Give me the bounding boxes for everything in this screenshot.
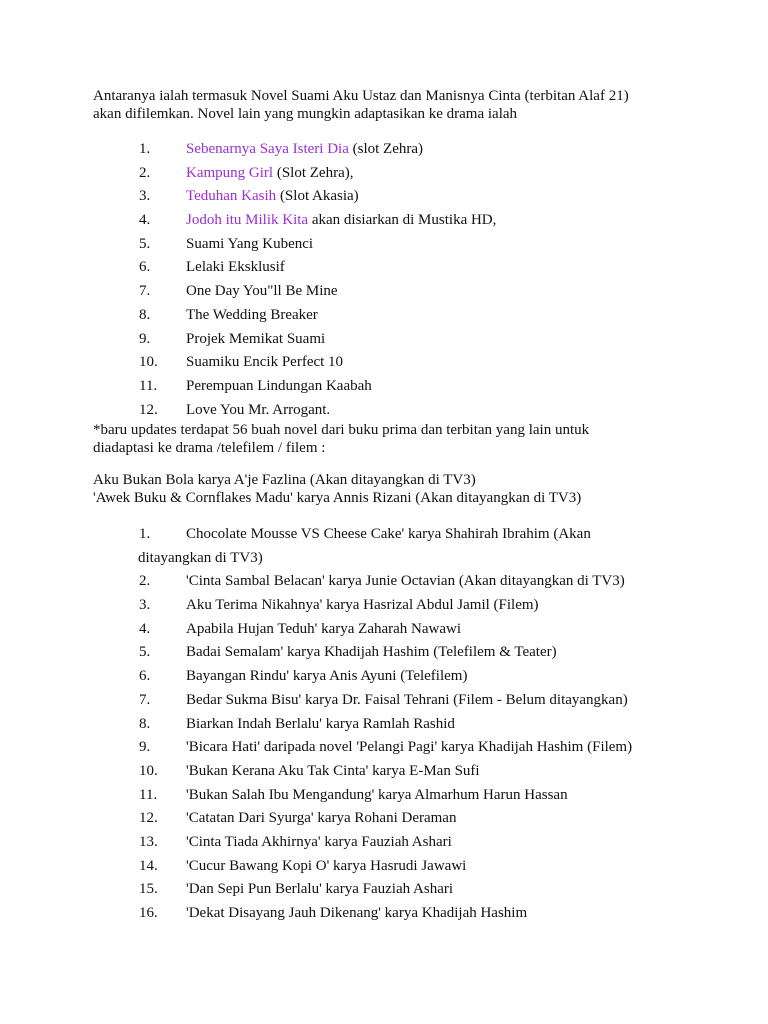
list-item: 1. Sebenarnya Saya Isteri Dia (slot Zehra) xyxy=(139,141,423,157)
list-item: 12. Love You Mr. Arrogant. xyxy=(139,401,331,418)
list-item: 2. 'Cinta Sambal Belacan' karya Junie Octavian (Akan ditayangkan di TV3) xyxy=(139,573,625,590)
novel-link[interactable]: Sebenarnya Saya Isteri Dia xyxy=(186,141,349,157)
intro-line-2: akan difilemkan. Novel lain yang mungkin adaptasikan ke drama ialah xyxy=(93,106,518,122)
list-item: 8. Biarkan Indah Berlalu' karya Ramlah Rashid xyxy=(139,715,455,732)
novel-link[interactable]: Teduhan Kasih xyxy=(186,188,277,205)
list-item: 10. 'Bukan Kerana Aku Tak Cinta' karya E-Man Sufi xyxy=(139,762,480,779)
drama-list xyxy=(0,138,768,422)
update-line-2: diadaptasi ke drama /telefilem / filem : xyxy=(93,440,326,456)
list-item: 14. 'Cucur Bawang Kopi O' karya Hasrudi Jawawi xyxy=(139,857,467,874)
list-item: 2. Kampung Girl (Slot Zehra), xyxy=(139,164,354,181)
featured-line-2: 'Awek Buku & Cornflakes Madu' karya Annis Rizani (Akan ditayangkan di TV3) xyxy=(93,490,582,506)
list-item: 4. Jodoh itu Milik Kita akan disiarkan di Mustika HD, xyxy=(139,212,497,229)
intro-paragraph xyxy=(93,87,713,123)
list-item: 13. 'Cinta Tiada Akhirnya' karya Fauziah Ashari xyxy=(139,833,452,850)
list-item: 9. 'Bicara Hati' daripada novel 'Pelangi Pagi' karya Khadijah Hashim (Filem) xyxy=(139,739,633,756)
list-item: 3. Teduhan Kasih (Slot Akasia) xyxy=(139,188,359,205)
list-item: 11. Perempuan Lindungan Kaabah xyxy=(139,377,372,394)
list-item: 6. Lelaki Eksklusif xyxy=(139,259,285,276)
list-item: 16. 'Dekat Disayang Jauh Dikenang' karya Khadijah Hashim xyxy=(139,905,528,922)
novel-link[interactable]: Jodoh itu Milik Kita xyxy=(186,212,309,229)
featured-line-1: Aku Bukan Bola karya A'je Fazlina (Akan ditayangkan di TV3) xyxy=(93,472,476,488)
list-item: 15. 'Dan Sepi Pun Berlalu' karya Fauziah Ashari xyxy=(139,881,454,898)
list-item: 9. Projek Memikat Suami xyxy=(139,330,326,347)
list-item: 3. Aku Terima Nikahnya' karya Hasrizal Abdul Jamil (Filem) xyxy=(139,597,539,614)
list-item: 1. Chocolate Mousse VS Cheese Cake' karya Shahirah Ibrahim (Akan ditayangkan di TV3) xyxy=(138,526,591,566)
intro-line-1: Antaranya ialah termasuk Novel Suami Aku Ustaz dan Manisnya Cinta (terbitan Alaf 21) xyxy=(93,88,629,104)
update-paragraph xyxy=(93,421,713,457)
featured-paragraph xyxy=(93,471,713,507)
list-item: 4. Apabila Hujan Teduh' karya Zaharah Nawawi xyxy=(139,620,462,637)
list-item: 7. Bedar Sukma Bisu' karya Dr. Faisal Tehrani (Filem - Belum ditayangkan) xyxy=(139,691,628,708)
list-item: 5. Suami Yang Kubenci xyxy=(139,235,314,252)
list-item: 7. One Day You"ll Be Mine xyxy=(139,283,338,300)
novel-link[interactable]: Kampung Girl xyxy=(186,164,274,181)
adaptation-list xyxy=(0,523,768,926)
list-item: 11. 'Bukan Salah Ibu Mengandung' karya Almarhum Harun Hassan xyxy=(139,786,568,803)
list-item: 12. 'Catatan Dari Syurga' karya Rohani Deraman xyxy=(139,810,457,827)
list-item: 8. The Wedding Breaker xyxy=(139,306,318,323)
update-line-1: *baru updates terdapat 56 buah novel dari buku prima dan terbitan yang lain untuk xyxy=(93,422,590,438)
list-item: 10. Suamiku Encik Perfect 10 xyxy=(139,354,344,371)
list-item: 5. Badai Semalam' karya Khadijah Hashim (Telefilem & Teater) xyxy=(139,644,557,661)
list-item: 6. Bayangan Rindu' karya Anis Ayuni (Telefilem) xyxy=(139,668,468,685)
